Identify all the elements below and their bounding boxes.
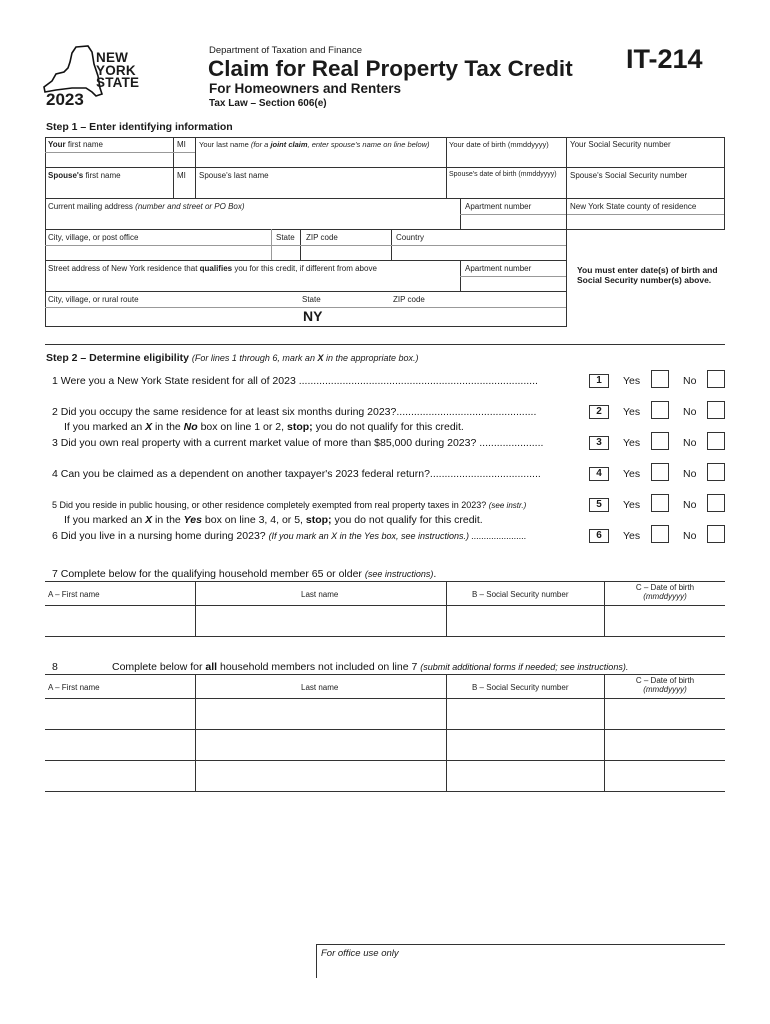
line1-yes-label: Yes	[623, 375, 641, 387]
state-logo-text: NEW YORK STATE	[96, 50, 140, 90]
line4-number: 4	[589, 467, 609, 481]
line8-row3-first-name-input[interactable]	[46, 762, 194, 790]
line7-heading: 7 Complete below for the qualifying household member 65 or older (see instructions).	[52, 568, 437, 580]
line8-row3-ssn-input[interactable]	[447, 762, 603, 790]
apartment-number-2-input[interactable]	[461, 277, 565, 290]
line5-yes-label: Yes	[623, 499, 641, 511]
mailing-address-input[interactable]	[46, 212, 459, 228]
your-last-name-label: Your last name (for a joint claim, enter spouse’s name on line below)	[199, 140, 430, 149]
your-first-name-label: Your first name	[48, 140, 103, 149]
line6-number: 6	[589, 529, 609, 543]
city-village-label: City, village, or rural route	[48, 295, 139, 304]
apartment-number-2-label: Apartment number	[465, 264, 532, 273]
tax-year: 2023	[46, 90, 84, 109]
spouse-ssn-label: Spouse's Social Security number	[570, 171, 688, 180]
line7-first-name-input[interactable]	[46, 607, 194, 635]
line3-yes-checkbox[interactable]	[651, 432, 669, 450]
line5-no-checkbox[interactable]	[707, 494, 725, 512]
spouse-last-name-label: Spouse's last name	[199, 171, 269, 180]
spouse-first-name-label: Spouse's first name	[48, 171, 121, 180]
line4-yes-checkbox[interactable]	[651, 463, 669, 481]
zip-2-input[interactable]	[391, 308, 565, 325]
city-label: City, village, or post office	[48, 233, 139, 242]
ny-street-address-input[interactable]	[46, 277, 459, 290]
zip-2-label: ZIP code	[393, 295, 425, 304]
office-use-label: For office use only	[321, 948, 399, 959]
your-mi-input[interactable]	[174, 153, 194, 166]
spouse-dob-label: Spouse's date of birth (mmddyyyy)	[449, 171, 557, 178]
line8-number: 8	[52, 661, 58, 673]
your-dob-label: Your date of birth (mmddyyyy)	[449, 140, 549, 149]
line1-question: 1 Were you a New York State resident for all of 2023 ..................................................................................	[52, 375, 538, 387]
line1-yes-checkbox[interactable]	[651, 370, 669, 388]
city-input[interactable]	[46, 246, 271, 259]
line4-question: 4 Can you be claimed as a dependent on another taxpayer's 2023 federal return?......................................	[52, 468, 541, 480]
spouse-last-name-input[interactable]	[196, 181, 445, 197]
line1-no-checkbox[interactable]	[707, 370, 725, 388]
line6-yes-checkbox[interactable]	[651, 525, 669, 543]
line8-row1-first-name-input[interactable]	[46, 700, 194, 728]
line3-yes-label: Yes	[623, 437, 641, 449]
line3-question: 3 Did you own real property with a current market value of more than $85,000 during 2023? ......................	[52, 437, 544, 449]
line6-no-label: No	[683, 530, 697, 542]
line7-last-name-input[interactable]	[196, 607, 445, 635]
line5-stop-instruction: If you marked an X in the Yes box on line 3, 4, or 5, stop; you do not qualify for this credit.	[64, 514, 483, 526]
county-label: New York State county of residence	[570, 202, 697, 211]
line8-last-name-header: Last name	[301, 683, 339, 692]
state-ny-value: NY	[303, 308, 323, 324]
zip-input[interactable]	[301, 246, 390, 259]
line8-heading: Complete below for all household members not included on line 7 (submit additional forms if needed; see instructions).	[112, 661, 629, 673]
line8-row1-ssn-input[interactable]	[447, 700, 603, 728]
line7-ssn-input[interactable]	[447, 607, 603, 635]
line3-no-label: No	[683, 437, 697, 449]
line6-question: 6 Did you live in a nursing home during 2023? (If you mark an X in the Yes box, see instructions.) ......................	[52, 530, 527, 542]
form-title: Claim for Real Property Tax Credit	[208, 56, 573, 81]
line1-no-label: No	[683, 375, 697, 387]
state-input[interactable]	[273, 246, 299, 259]
line5-yes-checkbox[interactable]	[651, 494, 669, 512]
line8-row3-last-name-input[interactable]	[196, 762, 445, 790]
line2-number: 2	[589, 405, 609, 419]
line8-row1-last-name-input[interactable]	[196, 700, 445, 728]
line1-number: 1	[589, 374, 609, 388]
spouse-mi-input[interactable]	[174, 181, 194, 197]
line4-yes-label: Yes	[623, 468, 641, 480]
spouse-ssn-input[interactable]	[567, 181, 723, 197]
line2-no-label: No	[683, 406, 697, 418]
country-input[interactable]	[392, 246, 565, 259]
line2-question: 2 Did you occupy the same residence for at least six months during 2023?................................................	[52, 406, 537, 418]
line7-dob-input[interactable]	[605, 607, 723, 635]
line7-ssn-header: B – Social Security number	[472, 590, 569, 599]
line7-last-name-header: Last name	[301, 590, 339, 599]
line7-first-name-header: A – First name	[48, 590, 100, 599]
state-2-label: State	[302, 295, 321, 304]
country-label: Country	[396, 233, 425, 242]
spouse-mi-label: MI	[177, 171, 186, 180]
line8-row1-dob-input[interactable]	[605, 700, 723, 728]
dob-ssn-required-note: You must enter date(s) of birth and Social Security number(s) above.	[577, 265, 718, 285]
line8-first-name-header: A – First name	[48, 683, 100, 692]
line8-dob-header: C – Date of birth (mmddyyyy)	[635, 676, 695, 694]
zip-label: ZIP code	[306, 233, 338, 242]
county-input[interactable]	[567, 215, 723, 228]
apartment-number-input[interactable]	[461, 215, 565, 228]
line4-no-label: No	[683, 468, 697, 480]
line8-row2-last-name-input[interactable]	[196, 731, 445, 759]
line2-no-checkbox[interactable]	[707, 401, 725, 419]
line5-number: 5	[589, 498, 609, 512]
spouse-dob-input[interactable]	[447, 181, 565, 197]
your-ssn-label: Your Social Security number	[570, 140, 671, 149]
line2-yes-label: Yes	[623, 406, 641, 418]
form-subtitle: For Homeowners and Renters	[209, 81, 402, 96]
your-first-name-input[interactable]	[46, 153, 172, 166]
line8-row2-ssn-input[interactable]	[447, 731, 603, 759]
your-ssn-input[interactable]	[567, 150, 723, 166]
ny-street-address-label: Street address of New York residence that qualifies you for this credit, if different from above	[48, 264, 377, 273]
line4-no-checkbox[interactable]	[707, 463, 725, 481]
line8-row2-dob-input[interactable]	[605, 731, 723, 759]
line3-number: 3	[589, 436, 609, 450]
step2-heading: Step 2 – Determine eligibility (For lines 1 through 6, mark an X in the appropriate box.)	[46, 352, 419, 364]
line5-question: 5 Did you reside in public housing, or other residence completely exempted from real property taxes in 2023? (see instr.)	[52, 500, 527, 510]
line8-row2-first-name-input[interactable]	[46, 731, 194, 759]
your-dob-input[interactable]	[447, 150, 565, 166]
state-label: State	[276, 233, 295, 242]
your-last-name-input[interactable]	[196, 150, 445, 166]
line8-ssn-header: B – Social Security number	[472, 683, 569, 692]
spouse-first-name-input[interactable]	[46, 181, 172, 197]
mi-label: MI	[177, 140, 186, 149]
department-name: Department of Taxation and Finance	[209, 45, 362, 56]
line7-dob-header: C – Date of birth (mmddyyyy)	[635, 583, 695, 601]
line6-no-checkbox[interactable]	[707, 525, 725, 543]
form-number: IT-214	[626, 44, 703, 74]
mailing-address-label: Current mailing address (number and street or PO Box)	[48, 202, 245, 211]
line2-stop-instruction: If you marked an X in the No box on line 1 or 2, stop; you do not qualify for this credit.	[64, 421, 464, 433]
line6-yes-label: Yes	[623, 530, 641, 542]
line3-no-checkbox[interactable]	[707, 432, 725, 450]
line5-no-label: No	[683, 499, 697, 511]
line8-row3-dob-input[interactable]	[605, 762, 723, 790]
line2-yes-checkbox[interactable]	[651, 401, 669, 419]
apartment-number-label: Apartment number	[465, 202, 532, 211]
tax-law-reference: Tax Law – Section 606(e)	[209, 98, 327, 109]
step1-heading: Step 1 – Enter identifying information	[46, 121, 233, 133]
city-village-input[interactable]	[46, 308, 299, 325]
